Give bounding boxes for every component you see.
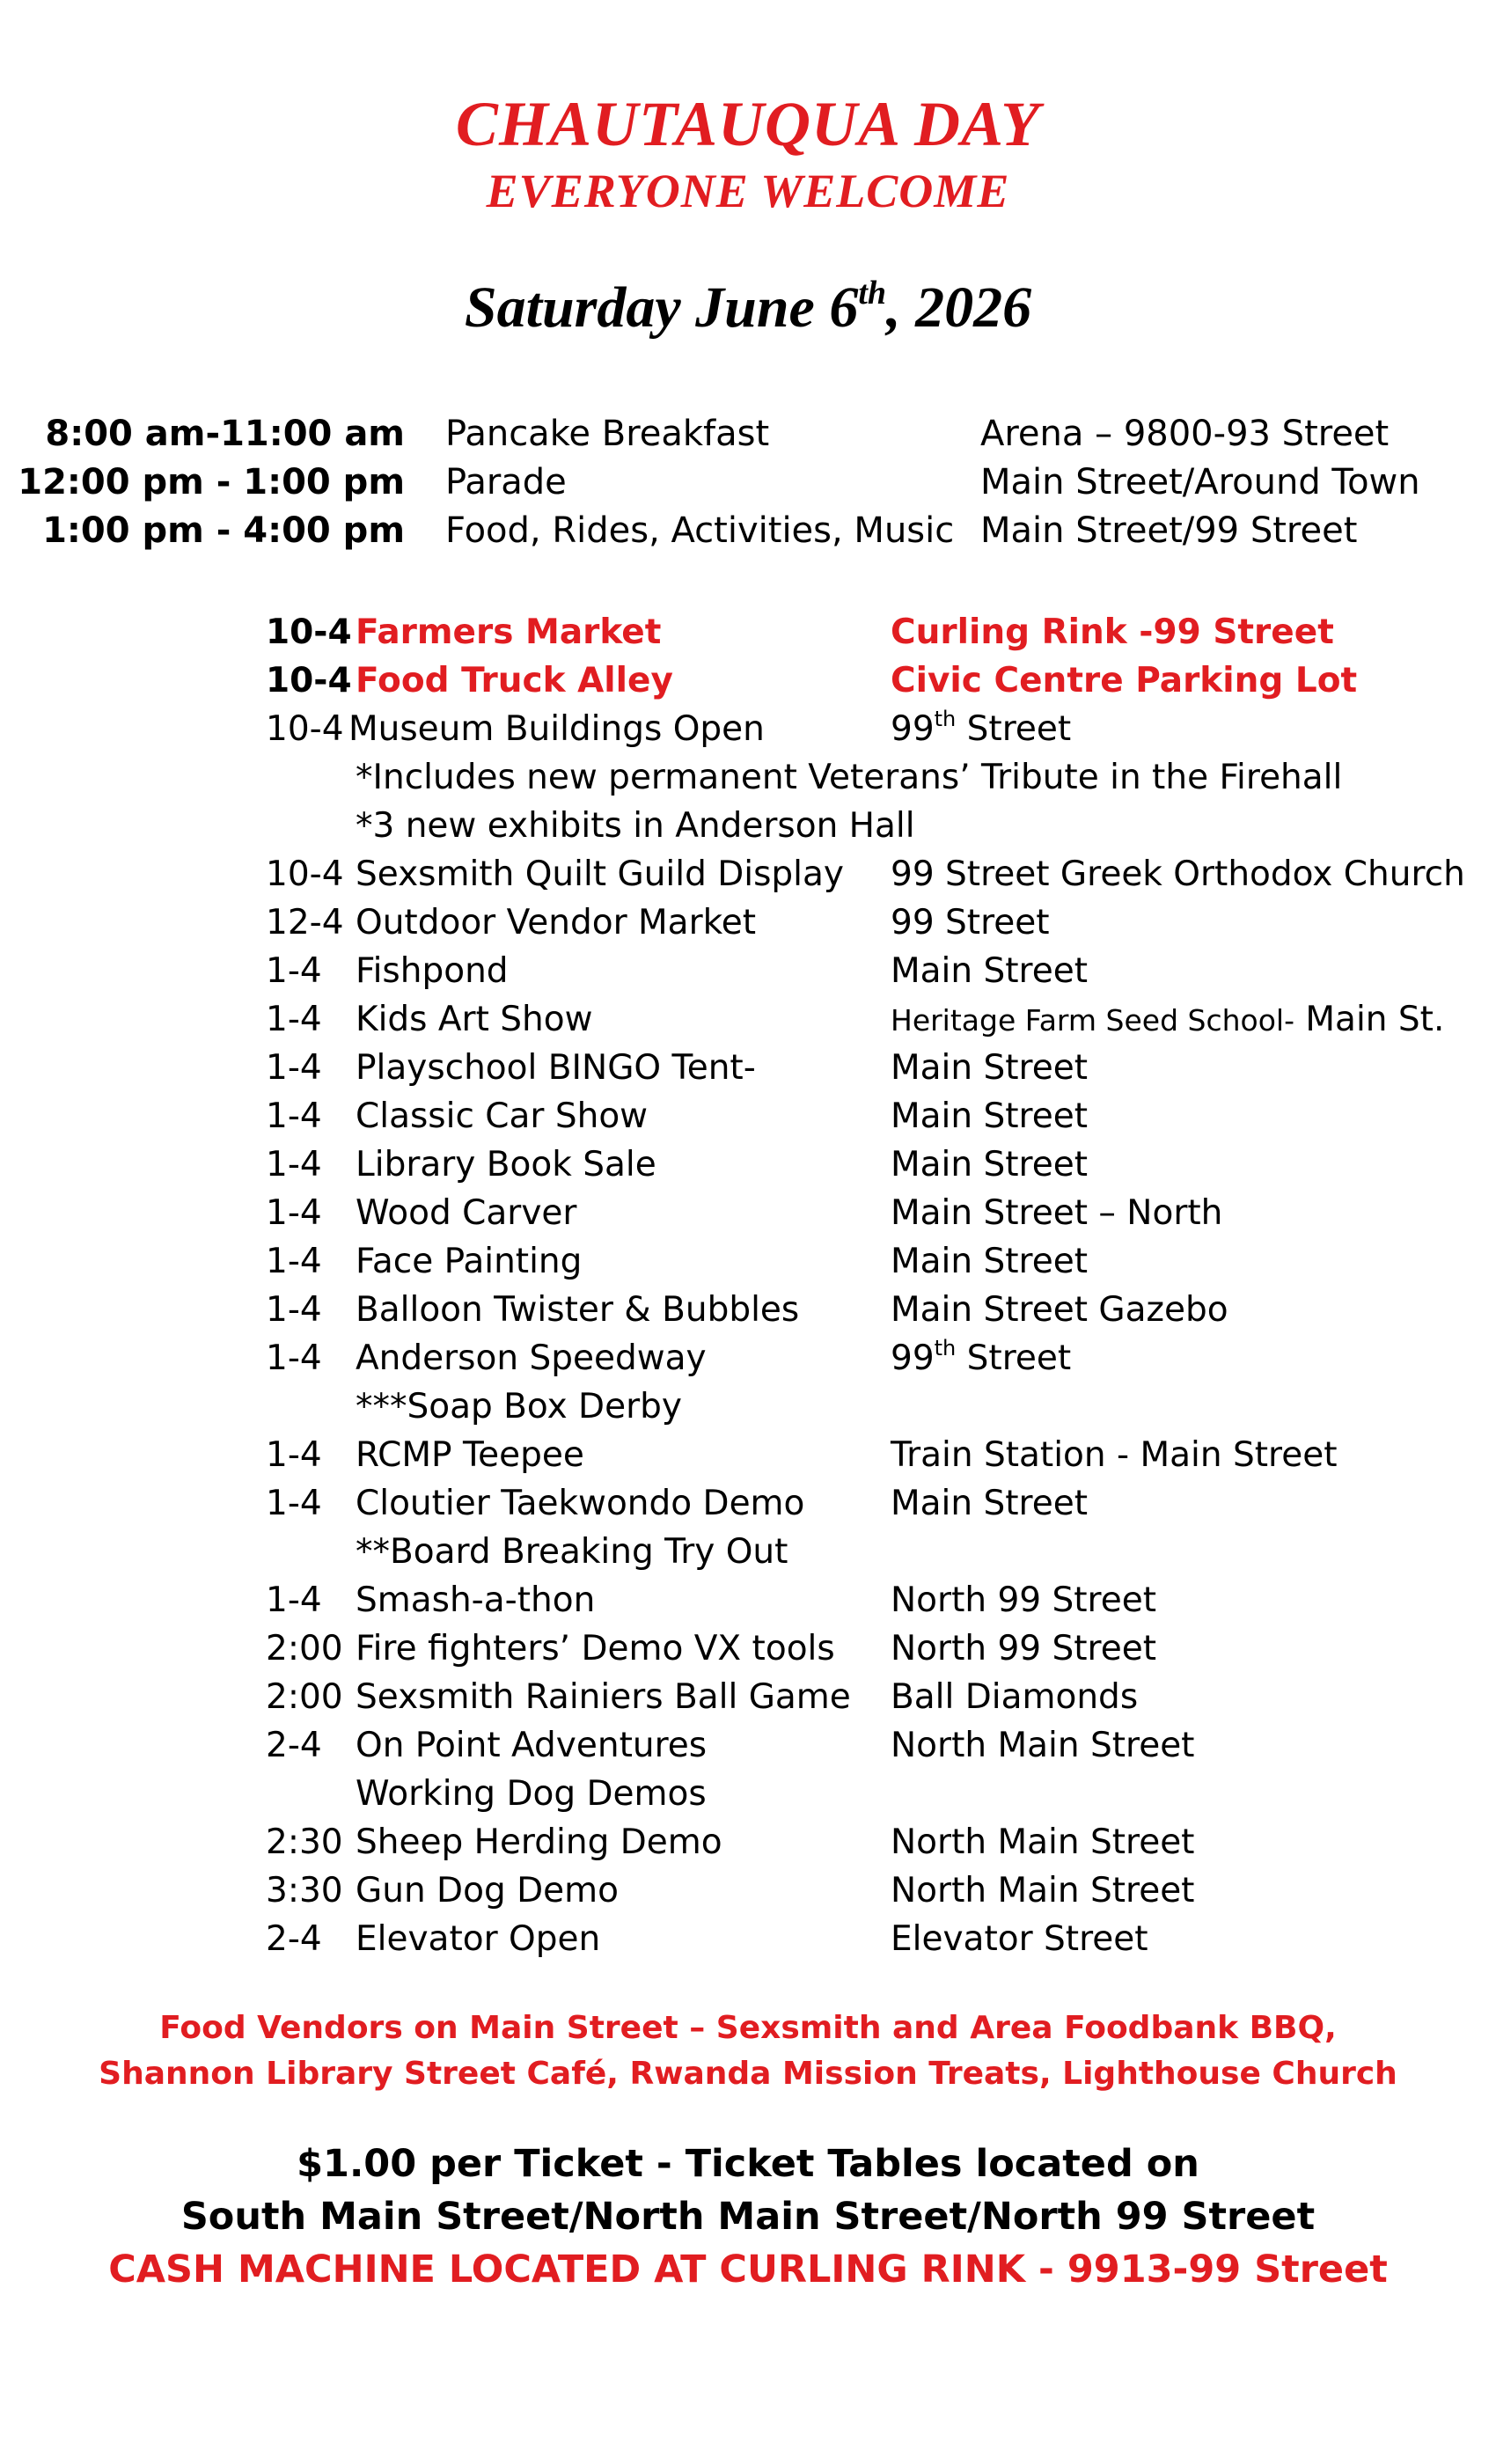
activity-place: Main Street: [891, 1096, 1089, 1136]
food-vendors-line-1: Food Vendors on Main Street – Sexsmith and Area Foodbank BBQ,: [159, 2010, 1337, 2046]
activity-name: RCMP Teepee: [356, 1435, 584, 1475]
activity-row: [0, 1334, 1496, 1382]
activity-time: 10-4: [266, 709, 344, 749]
activity-row: [0, 1431, 1496, 1479]
activity-name: Kids Art Show: [356, 1000, 593, 1039]
activity-name: Face Painting: [356, 1242, 583, 1281]
activity-time: 1-4: [266, 1048, 322, 1088]
activity-time: 1-4: [266, 951, 322, 991]
activity-place: Main Street Gazebo: [891, 1290, 1228, 1330]
activity-place-ordinal: th: [934, 1336, 957, 1360]
activity-name: Museum Buildings Open: [348, 709, 765, 749]
schedule-place: Arena – 9800-93 Street: [980, 414, 1390, 454]
activity-time: 1-4: [266, 1290, 322, 1330]
activity-row: [0, 1140, 1496, 1189]
activity-note-row: [0, 753, 1496, 802]
cash-machine-notice: CASH MACHINE LOCATED AT CURLING RINK - 9913-99 Street: [108, 2248, 1388, 2292]
activity-place-rest: Street: [956, 709, 1072, 749]
activity-time: 2:00: [266, 1629, 343, 1668]
activity-row: [0, 850, 1496, 898]
activity-name: Gun Dog Demo: [356, 1871, 619, 1910]
ticket-locations-line: South Main Street/North Main Street/North 99 Street: [180, 2195, 1316, 2239]
activity-time: 1-4: [266, 1096, 322, 1136]
activity-row: [0, 1092, 1496, 1140]
activity-place-school: Heritage Farm Seed School-: [891, 1003, 1295, 1038]
activity-row: [0, 656, 1496, 705]
schedule-time: 1:00 pm - 4:00 pm: [42, 510, 405, 551]
activity-time: 1-4: [266, 1000, 322, 1039]
activity-time: 10-4: [266, 661, 352, 700]
activity-time: 2:30: [266, 1822, 343, 1862]
activity-note: ***Soap Box Derby: [356, 1387, 682, 1426]
activity-row: [0, 1237, 1496, 1286]
activity-place: Ball Diamonds: [891, 1677, 1139, 1717]
activity-name: Smash-a-thon: [356, 1580, 596, 1620]
activity-place-rest: Main St.: [1294, 1000, 1445, 1039]
activity-place-number: 99: [891, 709, 935, 749]
activity-row: [0, 1479, 1496, 1528]
activity-time: 1-4: [266, 1338, 322, 1378]
activity-name: Classic Car Show: [356, 1096, 649, 1136]
schedule-row: [0, 458, 1496, 507]
activity-time: 2-4: [266, 1919, 322, 1959]
activity-name: Wood Carver: [356, 1193, 577, 1233]
activity-place: North 99 Street: [891, 1580, 1157, 1620]
activity-place: North Main Street: [891, 1871, 1195, 1910]
activity-row: [0, 1286, 1496, 1334]
schedule-event: Pancake Breakfast: [445, 414, 770, 454]
activity-place: Main Street: [891, 951, 1089, 991]
activity-name: Cloutier Taekwondo Demo: [356, 1484, 805, 1523]
activity-time: 1-4: [266, 1145, 322, 1184]
activity-time: 1-4: [266, 1193, 322, 1233]
activity-name: Elevator Open: [356, 1919, 601, 1959]
activity-time: 1-4: [266, 1435, 322, 1475]
activity-place: North 99 Street: [891, 1629, 1157, 1668]
activity-place: Main Street – North: [891, 1193, 1223, 1233]
activity-name: Sheep Herding Demo: [356, 1822, 722, 1862]
event-date-suffix-ordinal: th: [858, 275, 887, 312]
activity-row: [0, 898, 1496, 947]
activity-note-row: [0, 1770, 1496, 1818]
activity-note-row: [0, 1528, 1496, 1576]
activity-place: [891, 1334, 1071, 1382]
activity-name: On Point Adventures: [356, 1726, 708, 1765]
activity-place: Main Street: [891, 1145, 1089, 1184]
activity-place: North Main Street: [891, 1726, 1195, 1765]
food-vendors-line-2: Shannon Library Street Café, Rwanda Mission Treats, Lighthouse Church: [99, 2056, 1397, 2092]
activity-place: [891, 995, 1444, 1045]
event-subtitle: EVERYONE WELCOME: [486, 165, 1010, 217]
activity-row: [0, 1866, 1496, 1915]
activity-time: 1-4: [266, 1242, 322, 1281]
activity-note: *Includes new permanent Veterans’ Tribute in the Firehall: [356, 758, 1343, 797]
activity-row: [0, 947, 1496, 995]
activity-place: Civic Centre Parking Lot: [891, 661, 1358, 700]
activity-row: [0, 1915, 1496, 1963]
event-date-main: Saturday June 6: [464, 275, 859, 340]
activity-row: [0, 1624, 1496, 1673]
activity-place: Main Street: [891, 1484, 1089, 1523]
activity-place: Main Street: [891, 1048, 1089, 1088]
activity-row: [0, 705, 1496, 753]
activity-name: Sexsmith Rainiers Ball Game: [356, 1677, 851, 1717]
schedule-row: [0, 410, 1496, 458]
activity-time: 2-4: [266, 1726, 322, 1765]
event-date: [0, 275, 1496, 341]
activity-note: **Board Breaking Try Out: [356, 1532, 788, 1572]
activity-name: Outdoor Vendor Market: [356, 903, 757, 942]
schedule-event: Parade: [445, 462, 567, 502]
activity-name: Fishpond: [356, 951, 509, 991]
activity-time: 10-4: [266, 612, 352, 652]
schedule-place: Main Street/Around Town: [980, 462, 1420, 502]
schedule-row: [0, 507, 1496, 555]
activity-place: Curling Rink -99 Street: [891, 612, 1334, 652]
activity-row: [0, 1721, 1496, 1770]
activity-row: [0, 1044, 1496, 1092]
event-date-year: , 2026: [886, 275, 1032, 340]
activity-row: [0, 1576, 1496, 1624]
activity-place: 99 Street Greek Orthodox Church: [891, 854, 1465, 894]
schedule-time: 12:00 pm - 1:00 pm: [18, 462, 405, 502]
activity-name: Farmers Market: [356, 612, 662, 652]
activity-name: Anderson Speedway: [356, 1338, 707, 1378]
activity-note: Working Dog Demos: [356, 1774, 707, 1814]
activity-row: [0, 995, 1496, 1044]
activity-note-row: [0, 1382, 1496, 1431]
ticket-price-line: $1.00 per Ticket - Ticket Tables located on: [297, 2142, 1199, 2186]
activity-row: [0, 1673, 1496, 1721]
activity-name: Balloon Twister & Bubbles: [356, 1290, 800, 1330]
activity-time: 1-4: [266, 1580, 322, 1620]
activity-place: 99 Street: [891, 903, 1050, 942]
schedule-time: 8:00 am-11:00 am: [45, 414, 405, 454]
activity-time: 3:30: [266, 1871, 343, 1910]
activity-place-ordinal: th: [934, 707, 957, 731]
activity-place: North Main Street: [891, 1822, 1195, 1862]
activity-row: [0, 608, 1496, 656]
activity-name: Food Truck Alley: [356, 661, 673, 700]
activity-time: 10-4: [266, 854, 344, 894]
schedule-event: Food, Rides, Activities, Music: [445, 510, 955, 551]
activity-row: [0, 1818, 1496, 1866]
activity-time: 2:00: [266, 1677, 343, 1717]
activity-name: Playschool BINGO Tent-: [356, 1048, 756, 1088]
activity-place-rest: Street: [956, 1338, 1072, 1378]
event-title: CHAUTAUQUA DAY: [455, 89, 1041, 159]
activity-place: [891, 705, 1071, 753]
activity-note-row: [0, 802, 1496, 850]
activity-name: Sexsmith Quilt Guild Display: [356, 854, 844, 894]
activity-place: Train Station - Main Street: [891, 1435, 1338, 1475]
activity-time: 12-4: [266, 903, 344, 942]
activity-place-number: 99: [891, 1338, 935, 1378]
activity-note: *3 new exhibits in Anderson Hall: [356, 806, 915, 846]
activity-name: Fire fighters’ Demo VX tools: [356, 1629, 835, 1668]
activity-place: Elevator Street: [891, 1919, 1148, 1959]
activity-time: 1-4: [266, 1484, 322, 1523]
activity-row: [0, 1189, 1496, 1237]
activity-place: Main Street: [891, 1242, 1089, 1281]
schedule-place: Main Street/99 Street: [980, 510, 1358, 551]
activity-name: Library Book Sale: [356, 1145, 656, 1184]
